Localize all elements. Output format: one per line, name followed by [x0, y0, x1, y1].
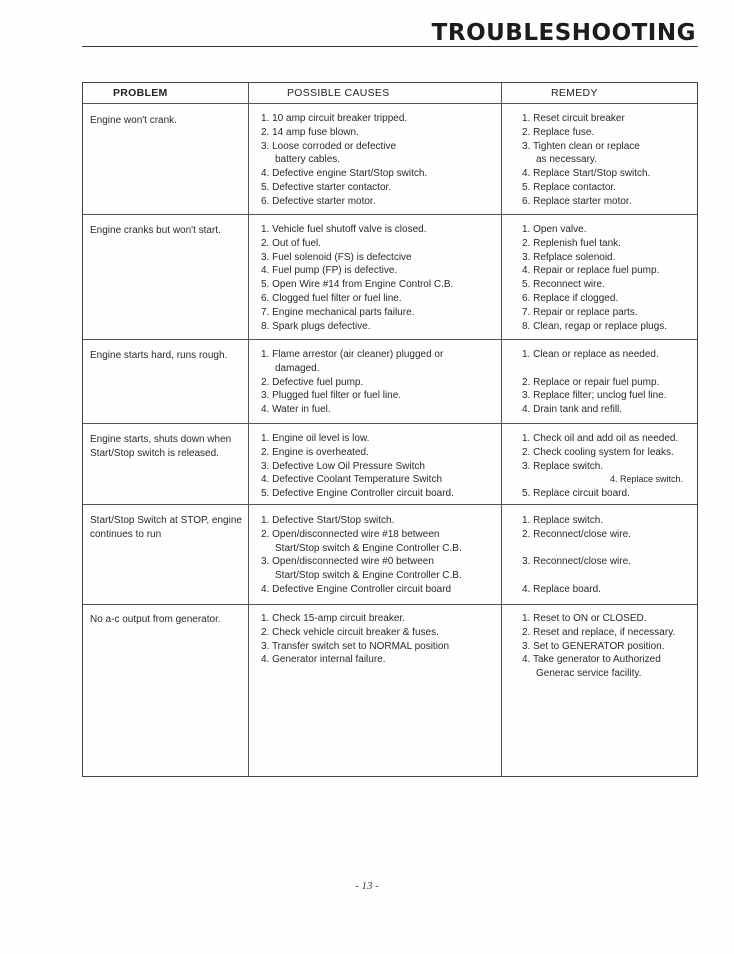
row-divider	[83, 504, 697, 505]
remedy-item: 2. Check cooling system for leaks.	[522, 446, 674, 458]
problem-cell: No a-c output from generator.	[90, 614, 221, 625]
cause-item: 2. Check vehicle circuit breaker & fuses.	[261, 626, 439, 638]
remedy-item: 1. Clean or replace as needed.	[522, 349, 659, 360]
cause-item: 7. Engine mechanical parts failure.	[261, 306, 415, 318]
cause-item: 6. Clogged fuel filter or fuel line.	[261, 292, 402, 304]
cause-item: 4. Generator internal failure.	[261, 654, 386, 666]
remedy-item: 1. Reset circuit breaker	[522, 113, 625, 124]
causes-list	[261, 612, 449, 667]
cause-item: Start/Stop switch & Engine Controller C.B.	[275, 570, 462, 582]
page-number: - 13 -	[355, 880, 379, 892]
remedies-list	[522, 612, 675, 681]
problem-cell: Engine cranks but won't start.	[90, 225, 221, 236]
remedies-list	[522, 432, 683, 501]
cause-item: 3. Loose corroded or defective	[261, 140, 397, 152]
cause-item: 1. Check 15-amp circuit breaker.	[261, 613, 405, 624]
row-divider	[83, 604, 697, 605]
remedy-item: 3. Tighten clean or replace	[522, 140, 640, 152]
remedy-item: 1. Replace switch.	[522, 515, 604, 526]
causes-list	[261, 348, 443, 417]
cause-item: 2. Defective fuel pump.	[261, 376, 364, 388]
remedy-item: 4. Replace board.	[522, 583, 601, 595]
remedy-item: 2. Reset and replace, if necessary.	[522, 626, 676, 638]
row-divider	[83, 339, 697, 340]
remedy-item: 4. Drain tank and refill.	[522, 404, 623, 416]
remedy-item: 2. Replace fuse.	[522, 126, 595, 138]
cause-item: 2. 14 amp fuse blown.	[261, 126, 359, 138]
remedy-item: 5. Reconnect wire.	[522, 279, 605, 291]
remedy-item: 2. Replace or repair fuel pump.	[522, 376, 660, 388]
cause-item: 1. Defective Start/Stop switch.	[261, 515, 395, 526]
remedy-item: 3. Replace switch.	[522, 460, 604, 472]
header-remedy: REMEDY	[551, 87, 598, 99]
remedy-item: 6. Replace starter motor.	[522, 195, 632, 207]
remedy-item: 1. Check oil and add oil as needed.	[522, 433, 679, 444]
cause-item: 5. Defective Engine Controller circuit board.	[261, 488, 454, 500]
remedy-item: 7. Repair or replace parts.	[522, 306, 638, 318]
causes-list	[261, 112, 427, 209]
cause-item: 3. Plugged fuel filter or fuel line.	[261, 390, 402, 402]
remedies-list	[522, 112, 650, 209]
remedy-item: 6. Replace if clogged.	[522, 292, 619, 304]
cause-item: 1. Engine oil level is low.	[261, 433, 370, 444]
row-divider	[83, 423, 697, 424]
row-divider	[83, 103, 697, 104]
remedy-item: 3. Set to GENERATOR position.	[522, 640, 665, 652]
cause-item: 2. Engine is overheated.	[261, 446, 369, 458]
remedy-item: 8. Clean, regap or replace plugs.	[522, 320, 668, 332]
cause-item: Start/Stop switch & Engine Controller C.B.	[275, 542, 462, 554]
remedy-item: as necessary.	[536, 154, 597, 166]
cause-item: 2. Open/disconnected wire #18 between	[261, 528, 440, 540]
cause-item: 4. Defective engine Start/Stop switch.	[261, 168, 428, 180]
cause-item: 3. Transfer switch set to NORMAL position	[261, 640, 450, 652]
cause-item: 3. Defective Low Oil Pressure Switch	[261, 460, 425, 472]
problem-cell: Engine won't crank.	[90, 115, 177, 126]
remedy-item: 3. Refplace solenoid.	[522, 251, 616, 263]
remedy-item: 4. Replace switch.	[610, 474, 684, 485]
remedy-item: Generac service facility.	[536, 668, 642, 680]
page-title: TROUBLESHOOTING	[431, 20, 696, 46]
cause-item: damaged.	[275, 362, 320, 374]
remedy-item: 1. Reset to ON or CLOSED.	[522, 613, 647, 624]
cause-item: 4. Defective Engine Controller circuit board	[261, 583, 452, 595]
title-rule	[82, 46, 698, 47]
row-divider	[83, 214, 697, 215]
troubleshooting-table	[82, 82, 698, 777]
problem-cell: Engine starts hard, runs rough.	[90, 350, 228, 361]
cause-item: 5. Defective starter contactor.	[261, 181, 392, 193]
remedy-item: 1. Open valve.	[522, 224, 587, 235]
header-problem: PROBLEM	[113, 87, 168, 99]
problem-cell: Engine starts, shuts down when Start/Stop switch is released.	[90, 434, 232, 459]
remedies-list	[522, 514, 631, 597]
causes-list	[261, 432, 454, 501]
column-divider	[248, 83, 249, 776]
remedy-item: 3. Replace filter; unclog fuel line.	[522, 390, 667, 402]
remedy-item: 4. Repair or replace fuel pump.	[522, 265, 660, 277]
remedy-item: 5. Replace circuit board.	[522, 488, 630, 500]
problem-cell: Start/Stop Switch at STOP, engine continues to run	[90, 515, 242, 540]
cause-item: 4. Fuel pump (FP) is defective.	[261, 265, 398, 277]
remedy-item: 5. Replace contactor.	[522, 181, 616, 193]
cause-item: 1. Vehicle fuel shutoff valve is closed.	[261, 224, 427, 235]
cause-item: 2. Out of fuel.	[261, 237, 322, 249]
remedies-list	[522, 223, 667, 333]
cause-item: 5. Open Wire #14 from Engine Control C.B.	[261, 279, 454, 291]
column-divider	[501, 83, 502, 776]
cause-item: 4. Water in fuel.	[261, 404, 331, 416]
remedy-item: 2. Reconnect/close wire.	[522, 528, 631, 540]
cause-item: 3. Open/disconnected wire #0 between	[261, 556, 434, 568]
causes-list	[261, 223, 453, 333]
remedy-item: 4. Take generator to Authorized	[522, 654, 661, 666]
cause-item: 8. Spark plugs defective.	[261, 320, 371, 332]
cause-item: 4. Defective Coolant Temperature Switch	[261, 474, 443, 486]
header-possible-causes: POSSIBLE CAUSES	[287, 87, 390, 99]
remedy-item: 2. Replenish fuel tank.	[522, 237, 621, 249]
cause-item: 3. Fuel solenoid (FS) is defectcive	[261, 251, 412, 263]
remedies-list	[522, 348, 667, 417]
cause-item: battery cables.	[275, 154, 341, 166]
cause-item: 6. Defective starter motor.	[261, 195, 376, 207]
remedy-item: 4. Replace Start/Stop switch.	[522, 168, 651, 180]
causes-list	[261, 514, 462, 597]
remedy-item: 3. Reconnect/close wire.	[522, 556, 631, 568]
cause-item: 1. Flame arrestor (air cleaner) plugged or	[261, 349, 444, 360]
cause-item: 1. 10 amp circuit breaker tripped.	[261, 113, 408, 124]
